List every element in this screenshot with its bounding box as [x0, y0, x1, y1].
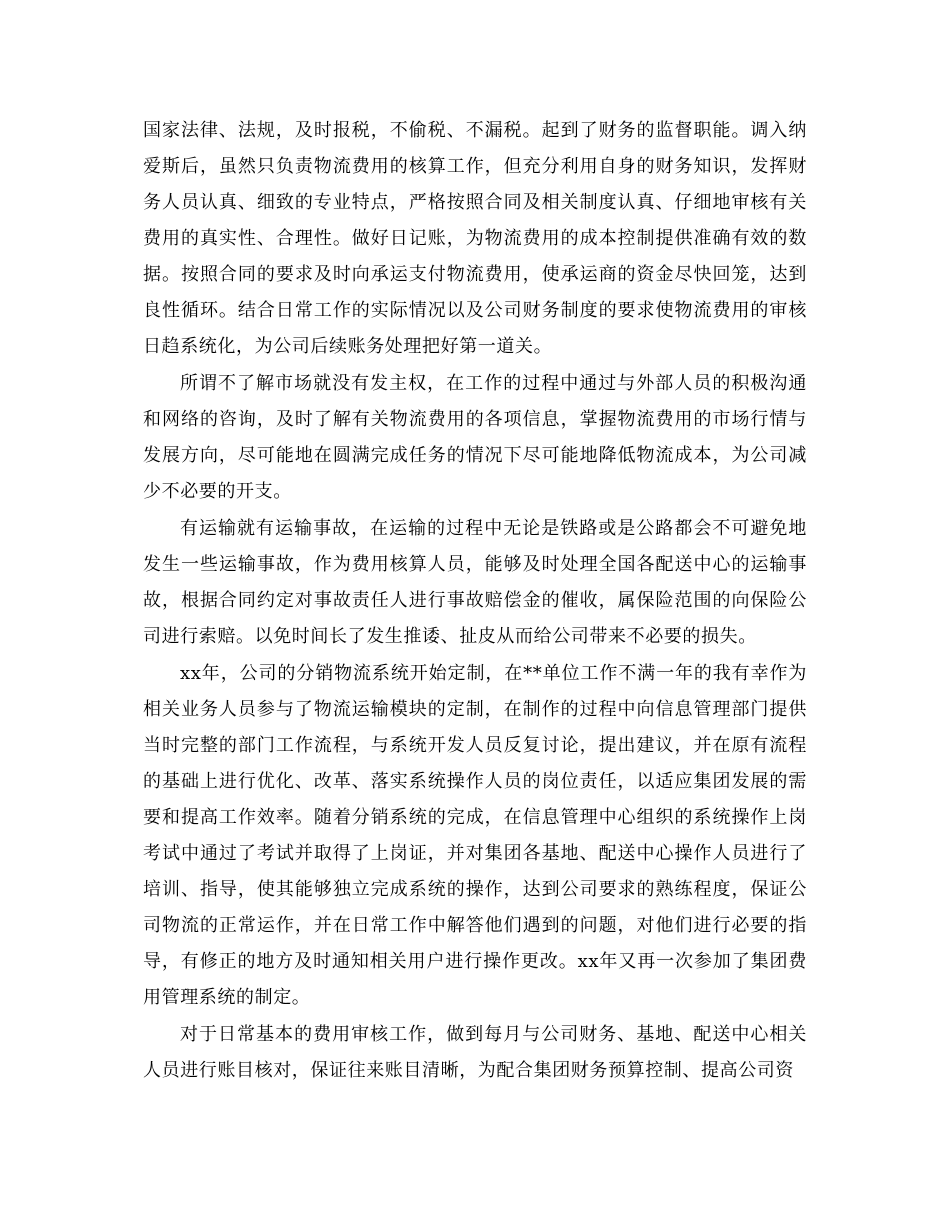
paragraph-4: xx年，公司的分销物流系统开始定制，在**单位工作不满一年的我有幸作为相关业务人员参与了物流运输模块的定制，在制作的过程中向信息管理部门提供当时完整的部门工作流程，与系统开发人员反复讨论，提出建议，并在原有流程的基础上进行优化、改革、落实系统操作人员的岗位责任，以适应集团发展的需要和提高工作效率。随着分销系统的完成，在信息管理中心组织的系统操作上岗考试中通过了考试并取得了上岗证，并对集团各基地、配送中心操作人员进行了培训、指导，使其能够独立完成系统的操作，达到公司要求的熟练程度，保证公司物流的正常运作，并在日常工作中解答他们遇到的问题，对他们进行必要的指导，有修正的地方及时通知相关用户进行操作更改。xx年又再一次参加了集团费用管理系统的制定。 [143, 663, 807, 1008]
document-body [143, 113, 807, 1089]
paragraph-3: 有运输就有运输事故，在运输的过程中无论是铁路或是公路都会不可避免地发生一些运输事故，作为费用核算人员，能够及时处理全国各配送中心的运输事故，根据合同约定对事故责任人进行事故赔偿金的催收，属保险范围的向保险公司进行索赔。以免时间长了发生推诿、扯皮从而给公司带来不必要的损失。 [143, 518, 807, 647]
paragraph-2: 所谓不了解市场就没有发主权，在工作的过程中通过与外部人员的积极沟通和网络的咨询，及时了解有关物流费用的各项信息，掌握物流费用的市场行情与发展方向，尽可能地在圆满完成任务的情况下尽可能地降低物流成本，为公司减少不必要的开支。 [143, 373, 807, 502]
paragraph-1: 国家法律、法规，及时报税，不偷税、不漏税。起到了财务的监督职能。调入纳爱斯后，虽然只负责物流费用的核算工作，但充分利用自身的财务知识，发挥财务人员认真、细致的专业特点，严格按照合同及相关制度认真、仔细地审核有关费用的真实性、合理性。做好日记账，为物流费用的成本控制提供准确有效的数据。按照合同的要求及时向承运支付物流费用，使承运商的资金尽快回笼，达到良性循环。结合日常工作的实际情况以及公司财务制度的要求使物流费用的审核日趋系统化，为公司后续账务处理把好第一道关。 [143, 120, 807, 357]
paragraph-5: 对于日常基本的费用审核工作，做到每月与公司财务、基地、配送中心相关人员进行账目核对，保证往来账目清晰，为配合集团财务预算控制、提高公司资 [143, 1024, 807, 1081]
